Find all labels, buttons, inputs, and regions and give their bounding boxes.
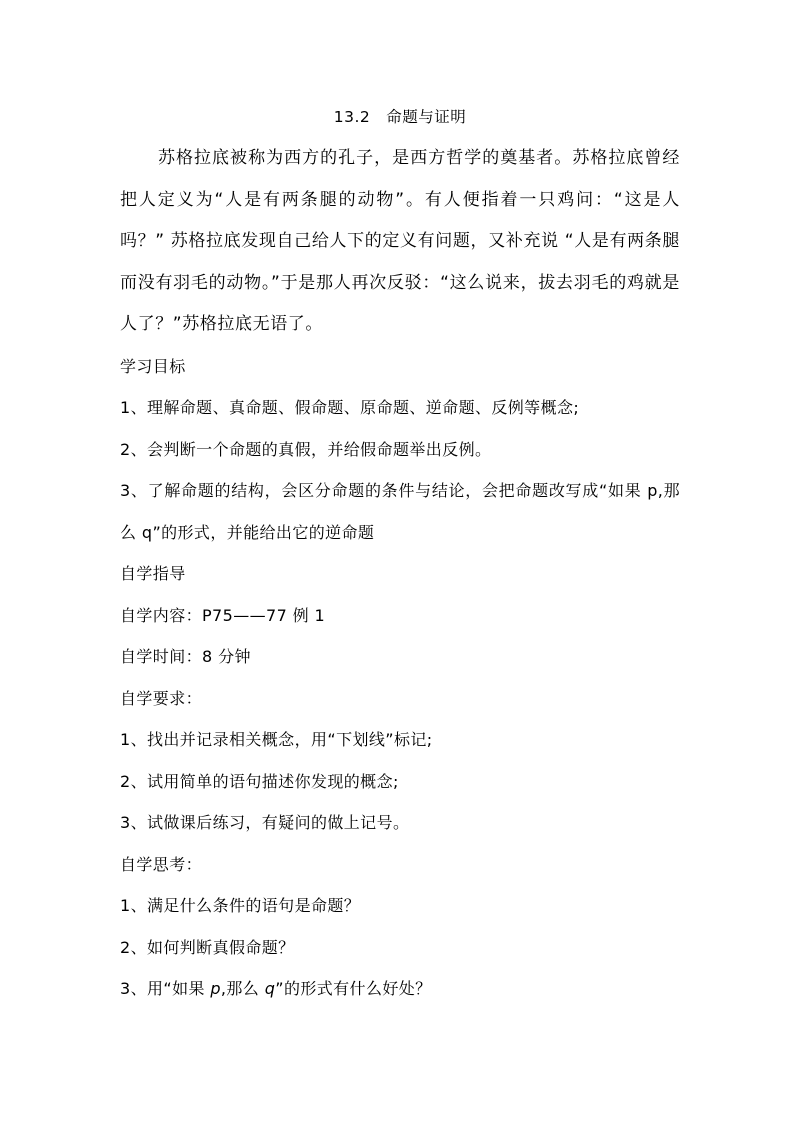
thinking-item-suffix: ”的形式有什么好处？ xyxy=(275,979,432,998)
thinking-item: 1、满足什么条件的语句是命题？ xyxy=(120,896,361,915)
goal-item: 3、了解命题的结构，会区分命题的条件与结论，会把命题改写成“如果 p,那么 q”的形式，并能给出它的逆命题 xyxy=(120,481,680,542)
goal-item: 1、理解命题、真命题、假命题、原命题、逆命题、反例等概念; xyxy=(120,398,580,417)
requirement-item: 1、找出并记录相关概念，用“下划线”标记; xyxy=(120,730,433,749)
document-body xyxy=(120,100,680,1010)
variable-p: p xyxy=(210,979,221,998)
requirement-item: 2、试用简单的语句描述你发现的概念; xyxy=(120,771,399,791)
study-content-line: 自学内容：P75——77 例 1 xyxy=(120,605,326,625)
thinking-item-prefix: 3、用“如果 xyxy=(120,979,211,998)
thinking-item xyxy=(120,968,680,1010)
requirements-heading: 自学要求： xyxy=(120,688,203,708)
thinking-heading: 自学思考： xyxy=(120,854,203,874)
page-title: 13.2 命题与证明 xyxy=(333,108,467,126)
goal-item: 2、会判断一个命题的真假，并给假命题举出反例。 xyxy=(120,439,492,459)
intro-paragraph: 苏格拉底被称为西方的孔子，是西方哲学的奠基者。苏格拉底曾经把人定义为“人是有两条腿的动物”。有人便指着一只鸡问：“这是人吗？” 苏格拉底发现自己给人下的定义有问题，又补充说 “人是有两条腿而没有羽毛的动物。”于是那人再次反驳：“这么说来，拔去羽毛的鸡就是人了？”苏格拉底无语了。 xyxy=(120,148,680,334)
study-time-line: 自学时间：8 分钟 xyxy=(120,647,251,666)
guide-heading: 自学指导 xyxy=(120,564,186,583)
variable-q: q xyxy=(264,979,276,998)
requirement-item: 3、试做课后练习，有疑问的做上记号。 xyxy=(120,813,410,832)
thinking-item-middle: ,那么 xyxy=(220,979,265,998)
goals-heading: 学习目标 xyxy=(120,356,186,376)
thinking-item: 2、如何判断真假命题？ xyxy=(120,937,295,957)
